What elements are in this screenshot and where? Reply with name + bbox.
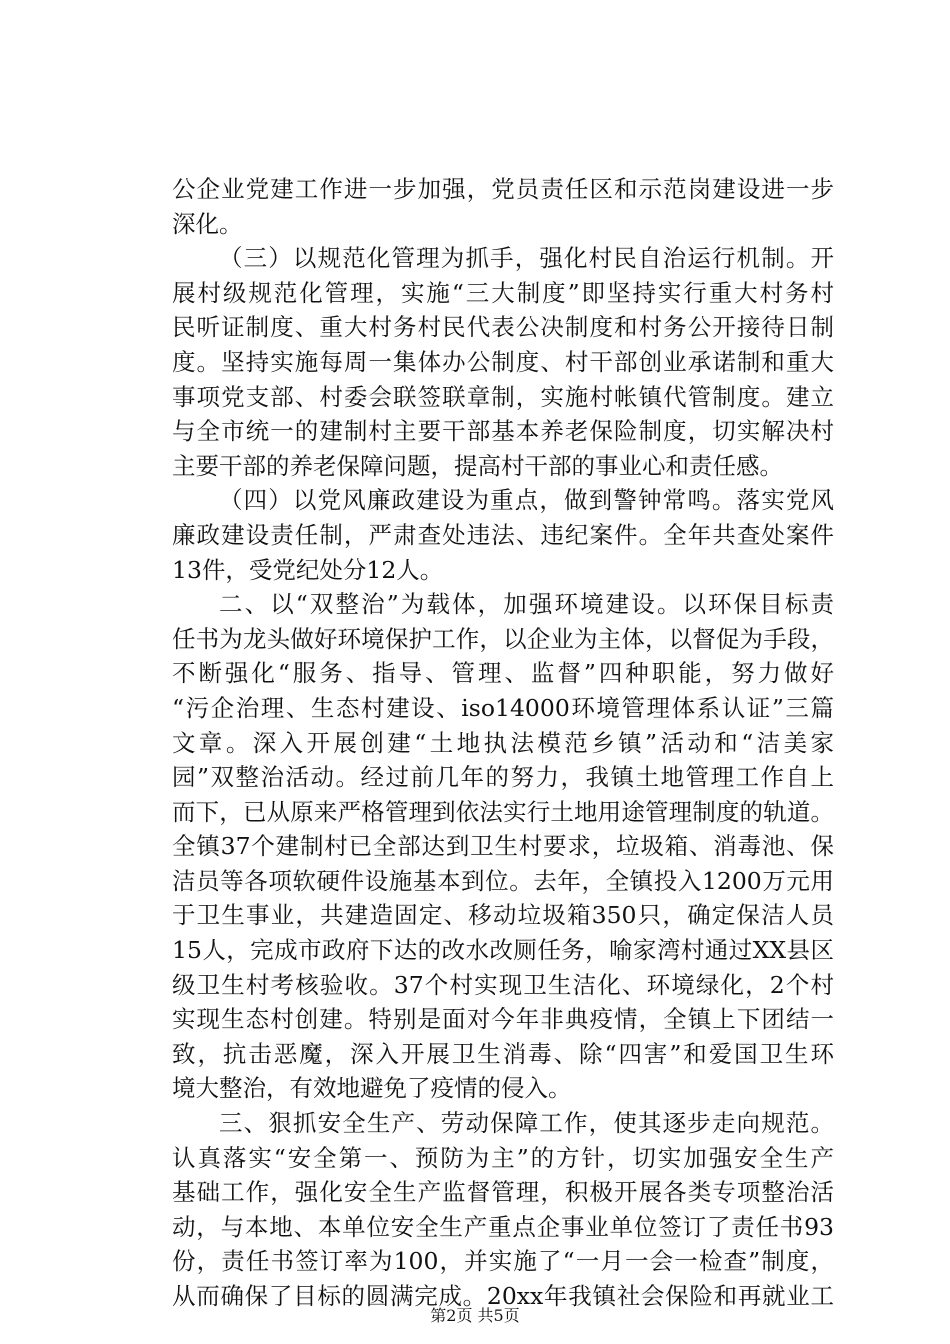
page-number-footer: 第2页 共5页 xyxy=(430,1306,520,1325)
text-line: 致，抗击恶魔，深入开展卫生消毒、除“四害”和爱国卫生环 xyxy=(172,1039,834,1068)
text-line: 于卫生事业，共建造固定、移动垃圾箱350只，确定保洁人员 xyxy=(172,901,834,930)
text-line: 二、以“双整治”为载体，加强环境建设。以环保目标责 xyxy=(219,590,834,619)
document-body xyxy=(172,172,834,1314)
text-line: 园”双整治活动。经过前几年的努力，我镇土地管理工作自上 xyxy=(172,763,834,792)
text-line: 与全市统一的建制村主要干部基本养老保险制度，切实解决村 xyxy=(172,417,834,446)
text-line: 不断强化“服务、指导、管理、监督”四种职能，努力做好 xyxy=(172,659,834,688)
text-line: 13件，受党纪处分12人。 xyxy=(172,555,444,584)
text-line: （三）以规范化管理为抓手，强化村民自治运行机制。开 xyxy=(219,244,834,273)
text-line: 事项党支部、村委会联签联章制，实施村帐镇代管制度。建立 xyxy=(172,382,834,411)
text-line: 15人，完成市政府下达的改水改厕任务，喻家湾村通过XX县区 xyxy=(172,936,834,965)
text-line: “污企治理、生态村建设、iso14000环境管理体系认证”三篇 xyxy=(172,693,834,722)
text-line: 洁员等各项软硬件设施基本到位。去年，全镇投入1200万元用 xyxy=(172,866,834,895)
text-line: 动，与本地、本单位安全生产重点企事业单位签订了责任书93 xyxy=(172,1212,834,1241)
text-line: 全镇37个建制村已全部达到卫生村要求，垃圾箱、消毒池、保 xyxy=(172,832,834,861)
text-line: 展村级规范化管理，实施“三大制度”即坚持实行重大村务村 xyxy=(172,278,834,307)
text-line: （四）以党风廉政建设为重点，做到警钟常鸣。落实党风 xyxy=(219,486,834,515)
text-line: 境大整治，有效地避免了疫情的侵入。 xyxy=(172,1074,572,1103)
text-line: 度。坚持实施每周一集体办公制度、村干部创业承诺制和重大 xyxy=(172,347,834,376)
text-line: 民听证制度、重大村务村民代表公决制度和村务公开接待日制 xyxy=(172,313,834,342)
text-line: 文章。深入开展创建“土地执法模范乡镇”活动和“洁美家 xyxy=(172,728,834,757)
text-line: 基础工作，强化安全生产监督管理，积极开展各类专项整治活 xyxy=(172,1178,834,1207)
text-line: 级卫生村考核验收。37个村实现卫生洁化、环境绿化，2个村 xyxy=(172,970,834,999)
text-line: 三、狠抓安全生产、劳动保障工作，使其逐步走向规范。 xyxy=(219,1109,834,1138)
text-line: 实现生态村创建。特别是面对今年非典疫情，全镇上下团结一 xyxy=(172,1005,834,1034)
text-line: 任书为龙头做好环境保护工作，以企业为主体，以督促为手段， xyxy=(172,624,834,653)
text-line: 从而确保了目标的圆满完成。20xx年我镇社会保险和再就业工 xyxy=(172,1282,834,1310)
text-line: 主要干部的养老保障问题，提高村干部的事业心和责任感。 xyxy=(172,451,783,480)
text-line: 深化。 xyxy=(172,209,243,238)
text-line: 份，责任书签订率为100，并实施了“一月一会一检查”制度， xyxy=(172,1247,834,1276)
text-line: 而下，已从原来严格管理到依法实行土地用途管理制度的轨道。 xyxy=(172,797,834,826)
text-line: 公企业党建工作进一步加强，党员责任区和示范岗建设进一步 xyxy=(172,175,834,203)
text-line: 廉政建设责任制，严肃查处违法、违纪案件。全年共查处案件 xyxy=(172,520,834,549)
text-line: 认真落实“安全第一、预防为主”的方针，切实加强安全生产 xyxy=(172,1143,834,1172)
